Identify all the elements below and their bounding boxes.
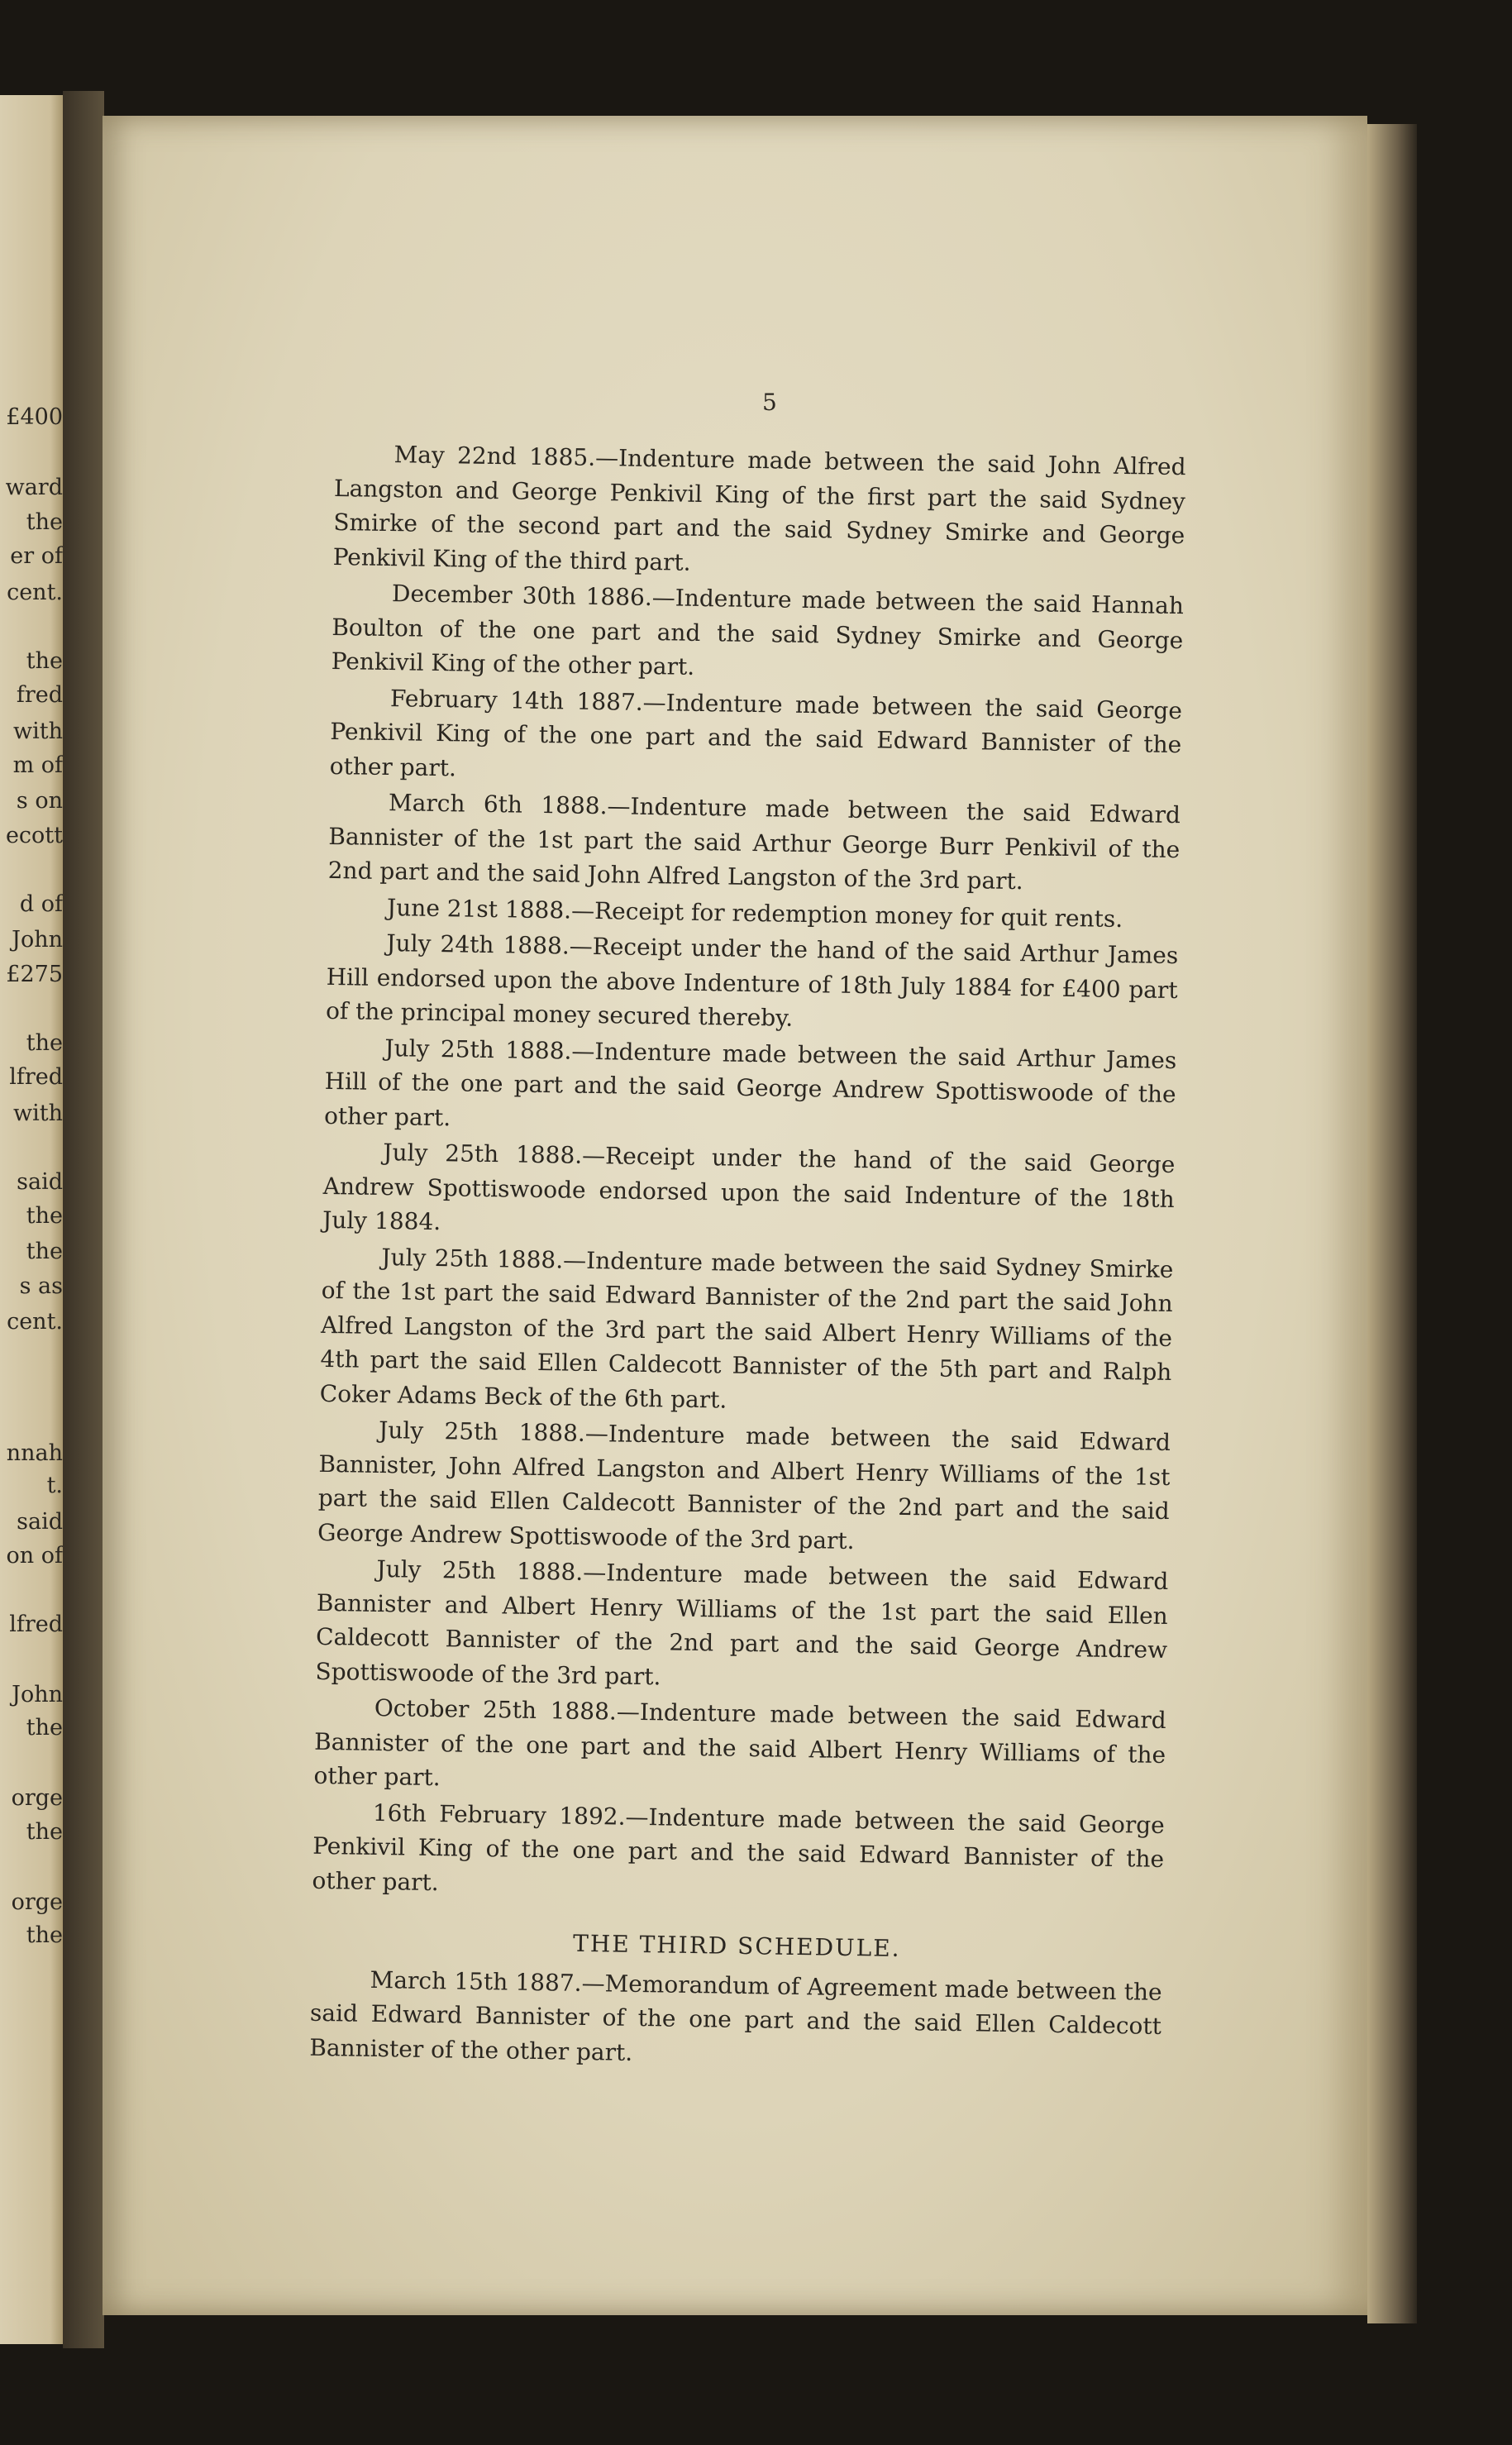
previous-page-text-fragment: ecott — [5, 822, 63, 848]
previous-page-text-fragment: d of — [19, 891, 63, 917]
schedule-entry: July 24th 1888.—Receipt under the hand of the said Arthur James Hill endorsed upon the above Indenture of 18th July 1884 for £400 part of the principal money secured thereby. — [325, 929, 1179, 1032]
second-schedule-entries — [312, 437, 1186, 1911]
previous-page-text-fragment: £275 — [6, 961, 63, 987]
previous-page-text-fragment: the — [26, 1922, 63, 1948]
schedule-entry: July 25th 1888.—Indenture made between the said Edward Bannister and Albert Henry Williams of the 1st part the said Ellen Caldecott Bannister of the 2nd part and the said George Andrew Spottiswoode of the 3rd part. — [315, 1554, 1169, 1690]
previous-page-text-fragment: ward — [5, 475, 63, 501]
previous-page-text-fragment: m of — [12, 752, 63, 779]
third-schedule-entries — [309, 1961, 1162, 2078]
schedule-entry: June 21st 1888.—Receipt for redemption money for quit rents. — [386, 893, 1123, 933]
previous-page-text-fragment: s as — [19, 1273, 63, 1299]
previous-page-text-fragment: t. — [46, 1473, 63, 1499]
previous-page-text-fragment: the — [26, 1239, 63, 1265]
previous-page-text-fragment: the — [26, 1029, 63, 1056]
previous-page-text-fragment: with — [13, 1100, 63, 1126]
page-edges — [1367, 124, 1417, 2323]
previous-page-text-fragment: er of — [10, 543, 63, 570]
book-gutter — [63, 91, 104, 2348]
schedule-entry: July 25th 1888.—Indenture made between the said Sydney Smirke of the 1st part the said Edward Bannister of the 2nd part the said John Alfred Langston of the 3rd part the said Albert Henry Williams of the 4th part the said Ellen Caldecott Bannister of the 5th part and Ralph Coker Adams Beck of the 6th part. — [319, 1243, 1174, 1414]
previous-page-text-fragment: nnah — [6, 1440, 63, 1466]
previous-page-text-fragment: the — [26, 509, 63, 535]
previous-page-edge — [0, 95, 63, 2344]
previous-page-text-fragment: lfred — [9, 1064, 63, 1091]
previous-page-text-fragment: the — [26, 1203, 63, 1230]
previous-page-text-fragment: on of — [6, 1543, 63, 1569]
previous-page-text-fragment: the — [26, 1819, 63, 1846]
previous-page-text-fragment: with — [13, 718, 63, 744]
schedule-entry: May 22nd 1885.—Indenture made between the said John Alfred Langston and George Penkivil King of the first part the said Sydney Smirke of the second part and the said Sydney Smirke and George Penkivil King of the third part. — [332, 441, 1186, 576]
schedule-entry: March 15th 1887.—Memorandum of Agreement made between the said Edward Bannister of the one part and the said Ellen Caldecott Bannister of the other part. — [309, 1965, 1162, 2066]
schedule-entry: October 25th 1888.—Indenture made between the said Edward Bannister of the one part and the said Albert Henry Williams of the other part. — [313, 1693, 1166, 1792]
previous-page-text-fragment: the — [26, 1714, 63, 1741]
previous-page-text-fragment: fred — [16, 682, 63, 709]
previous-page-text-fragment: John — [12, 1682, 63, 1708]
previous-page-text-fragment: s on — [16, 788, 63, 814]
previous-page-text-fragment: cent. — [7, 579, 63, 605]
schedule-entry: December 30th 1886.—Indenture made between the said Hannah Boulton of the one part and the said Sydney Smirke and George Penkivil King of the other part. — [331, 580, 1185, 680]
previous-page-text-fragment: orge — [11, 1784, 63, 1811]
page-number: 5 — [762, 389, 777, 416]
schedule-entry: March 6th 1888.—Indenture made between the said Edward Bannister of the 1st part the said Arthur George Burr Penkivil of the 2nd part and the said John Alfred Langston of the 3rd part. — [327, 789, 1181, 895]
previous-page-text-fragment: John — [12, 927, 63, 953]
previous-page-text-fragment: lfred — [9, 1612, 63, 1638]
schedule-entry: 16th February 1892.—Indenture made between the said George Penkivil King of the one part and the said Edward Bannister of the other part. — [312, 1798, 1166, 1896]
previous-page-text-fragment: orge — [11, 1889, 63, 1915]
third-schedule-heading: THE THIRD SCHEDULE. — [572, 1929, 901, 1962]
schedule-entry: July 25th 1888.—Receipt under the hand of the said George Andrew Spottiswoode endorsed upon the said Indenture of the 18th July 1884. — [322, 1139, 1176, 1236]
previous-page-text-fragment: the — [26, 647, 63, 674]
schedule-entry: July 25th 1888.—Indenture made between the said Edward Bannister, John Alfred Langston and Albert Henry Williams of the 1st part the said Ellen Caldecott Bannister of the 2nd part and the said George Andrew Spottiswoode of the 3rd part. — [317, 1416, 1171, 1554]
page-body — [309, 437, 1186, 2080]
previous-page-text-fragment: said — [17, 1508, 63, 1535]
previous-page-text-fragment: said — [17, 1168, 63, 1195]
schedule-entry: February 14th 1887.—Indenture made between the said George Penkivil King of the one part and the said Edward Bannister of the other part. — [329, 684, 1183, 781]
previous-page-text-fragment: cent. — [7, 1309, 63, 1335]
previous-page-text-fragment: £400 — [6, 404, 63, 431]
schedule-entry: July 25th 1888.—Indenture made between the said Arthur James Hill of the one part and the said George Andrew Spottiswoode of the other part. — [323, 1034, 1177, 1131]
